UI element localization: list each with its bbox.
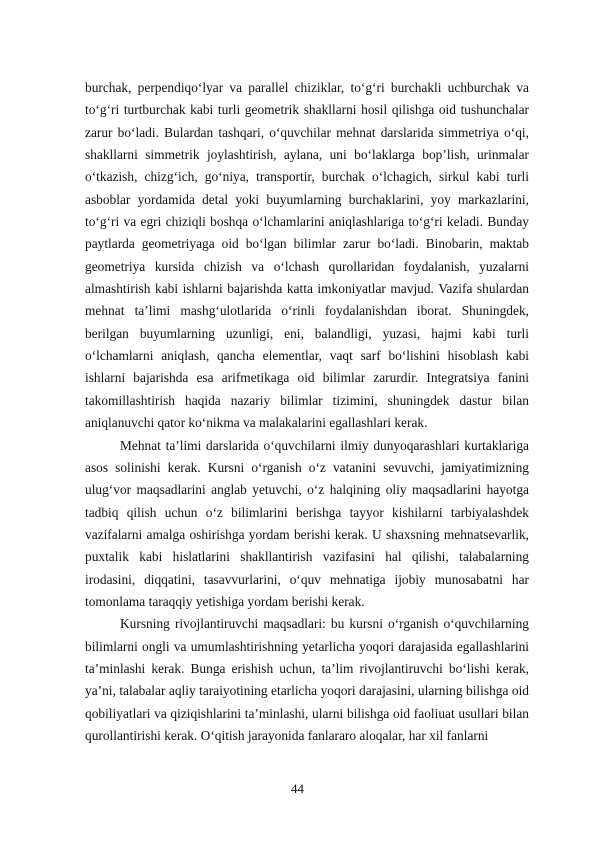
paragraph-labor-education: Mehnat ta’limi darslarida o‘quvchilarni ilmiy dunyoqarashlari kurtaklariga asos solinishi kerak. Kursni o‘rganish o‘z vatanini sevuvchi, jamiyatimizning ulug‘vor maqsadlarini anglab yetuvchi, o‘z halqining oliy maqsadlarini hayotga tadbiq qilish uchun o‘z bilimlarini berishga tayyor kishilarni tarbiyalashdek vazifalarni amalga oshirishga yordam berishi kerak. U shaxsning mehnatsevarlik, puxtalik kabi hislatlarini shakllantirish vazifasini hal qilishi, talabalarning irodasini, diqqatini, tasavvurlarini, o‘quv mehnatiga ijobiy munosabatni har tomonlama taraqqiy yetishiga yordam berishi kerak. <box>85 437 529 609</box>
paragraph-continuation: burchak, perpendiqo‘lyar va parallel chiziklar, to‘g‘ri burchakli uchburchak va to‘g‘ri turtburchak kabi turli geometrik shakllarni hosil qilishga oid tushunchalar zarur bo‘ladi. Bulardan tashqari, o‘quvchilar mehnat darslarida simmetriya o‘qi, shakllarni simmetrik joylashtirish, aylana, uni bo‘laklarga bop’lish, urinmalar o‘tkazish, chizg‘ich, go‘niya, transportir, burchak o‘lchagich, sirkul kabi turli asboblar yordamida detal yoki buyumlarning burchaklarini, yoy markazlarini, to‘g‘ri va egri chiziqli boshqa o‘lchamlarini aniqlashlariga to‘g‘ri keladi. Bunday paytlarda geometriyaga oid bo‘lgan bilimlar zarur bo‘ladi. Binobarin, maktab geometriya kursida chizish va o‘lchash qurollaridan foydalanish, yuzalarni almashtirish kabi ishlarni bajarishda katta imkoniyatlar mavjud. Vazifa shulardan mehnat ta’limi mashg‘ulotlarida o‘rinli foydalanishdan iborat. Shuningdek, berilgan buyumlarning uzunligi, eni, balandligi, yuzasi, hajmi kabi turli o‘lchamlarni aniqlash, qancha elementlar, vaqt sarf bo‘lishini hisoblash kabi ishlarni bajarishda esa arifmetikaga oid bilimlar zarurdir. Integratsiya fanini takomillashtirish haqida nazariy bilimlar tizimini, shuningdek dastur bilan aniqlanuvchi qator ko‘nikma va malakalarini egallashlari kerak. <box>85 80 529 431</box>
paragraph-developmental-goals: Kursning rivojlantiruvchi maqsadlari: bu kursni o‘rganish o‘quvchilarning bilimlarni ongli va umumlashtirishning yetarlicha yoqori darajasida egallashlarini ta’minlashi kerak. Bunga erishish uchun, ta’lim rivojlantiruvchi bo‘lishi kerak, ya’ni, talabalar aqliy taraiyotining etarlicha yoqori darajasini, ularning bilishga oid qobiliyatlari va qiziqishlarini ta’minlashi, ularni bilishga oid faoliuat usullari bilan qurollantirishi kerak. O‘qitish jarayonida fanlararo aloqalar, har xil fanlarni <box>85 616 529 743</box>
page-body <box>85 77 529 747</box>
page-number: 44 <box>291 781 304 796</box>
